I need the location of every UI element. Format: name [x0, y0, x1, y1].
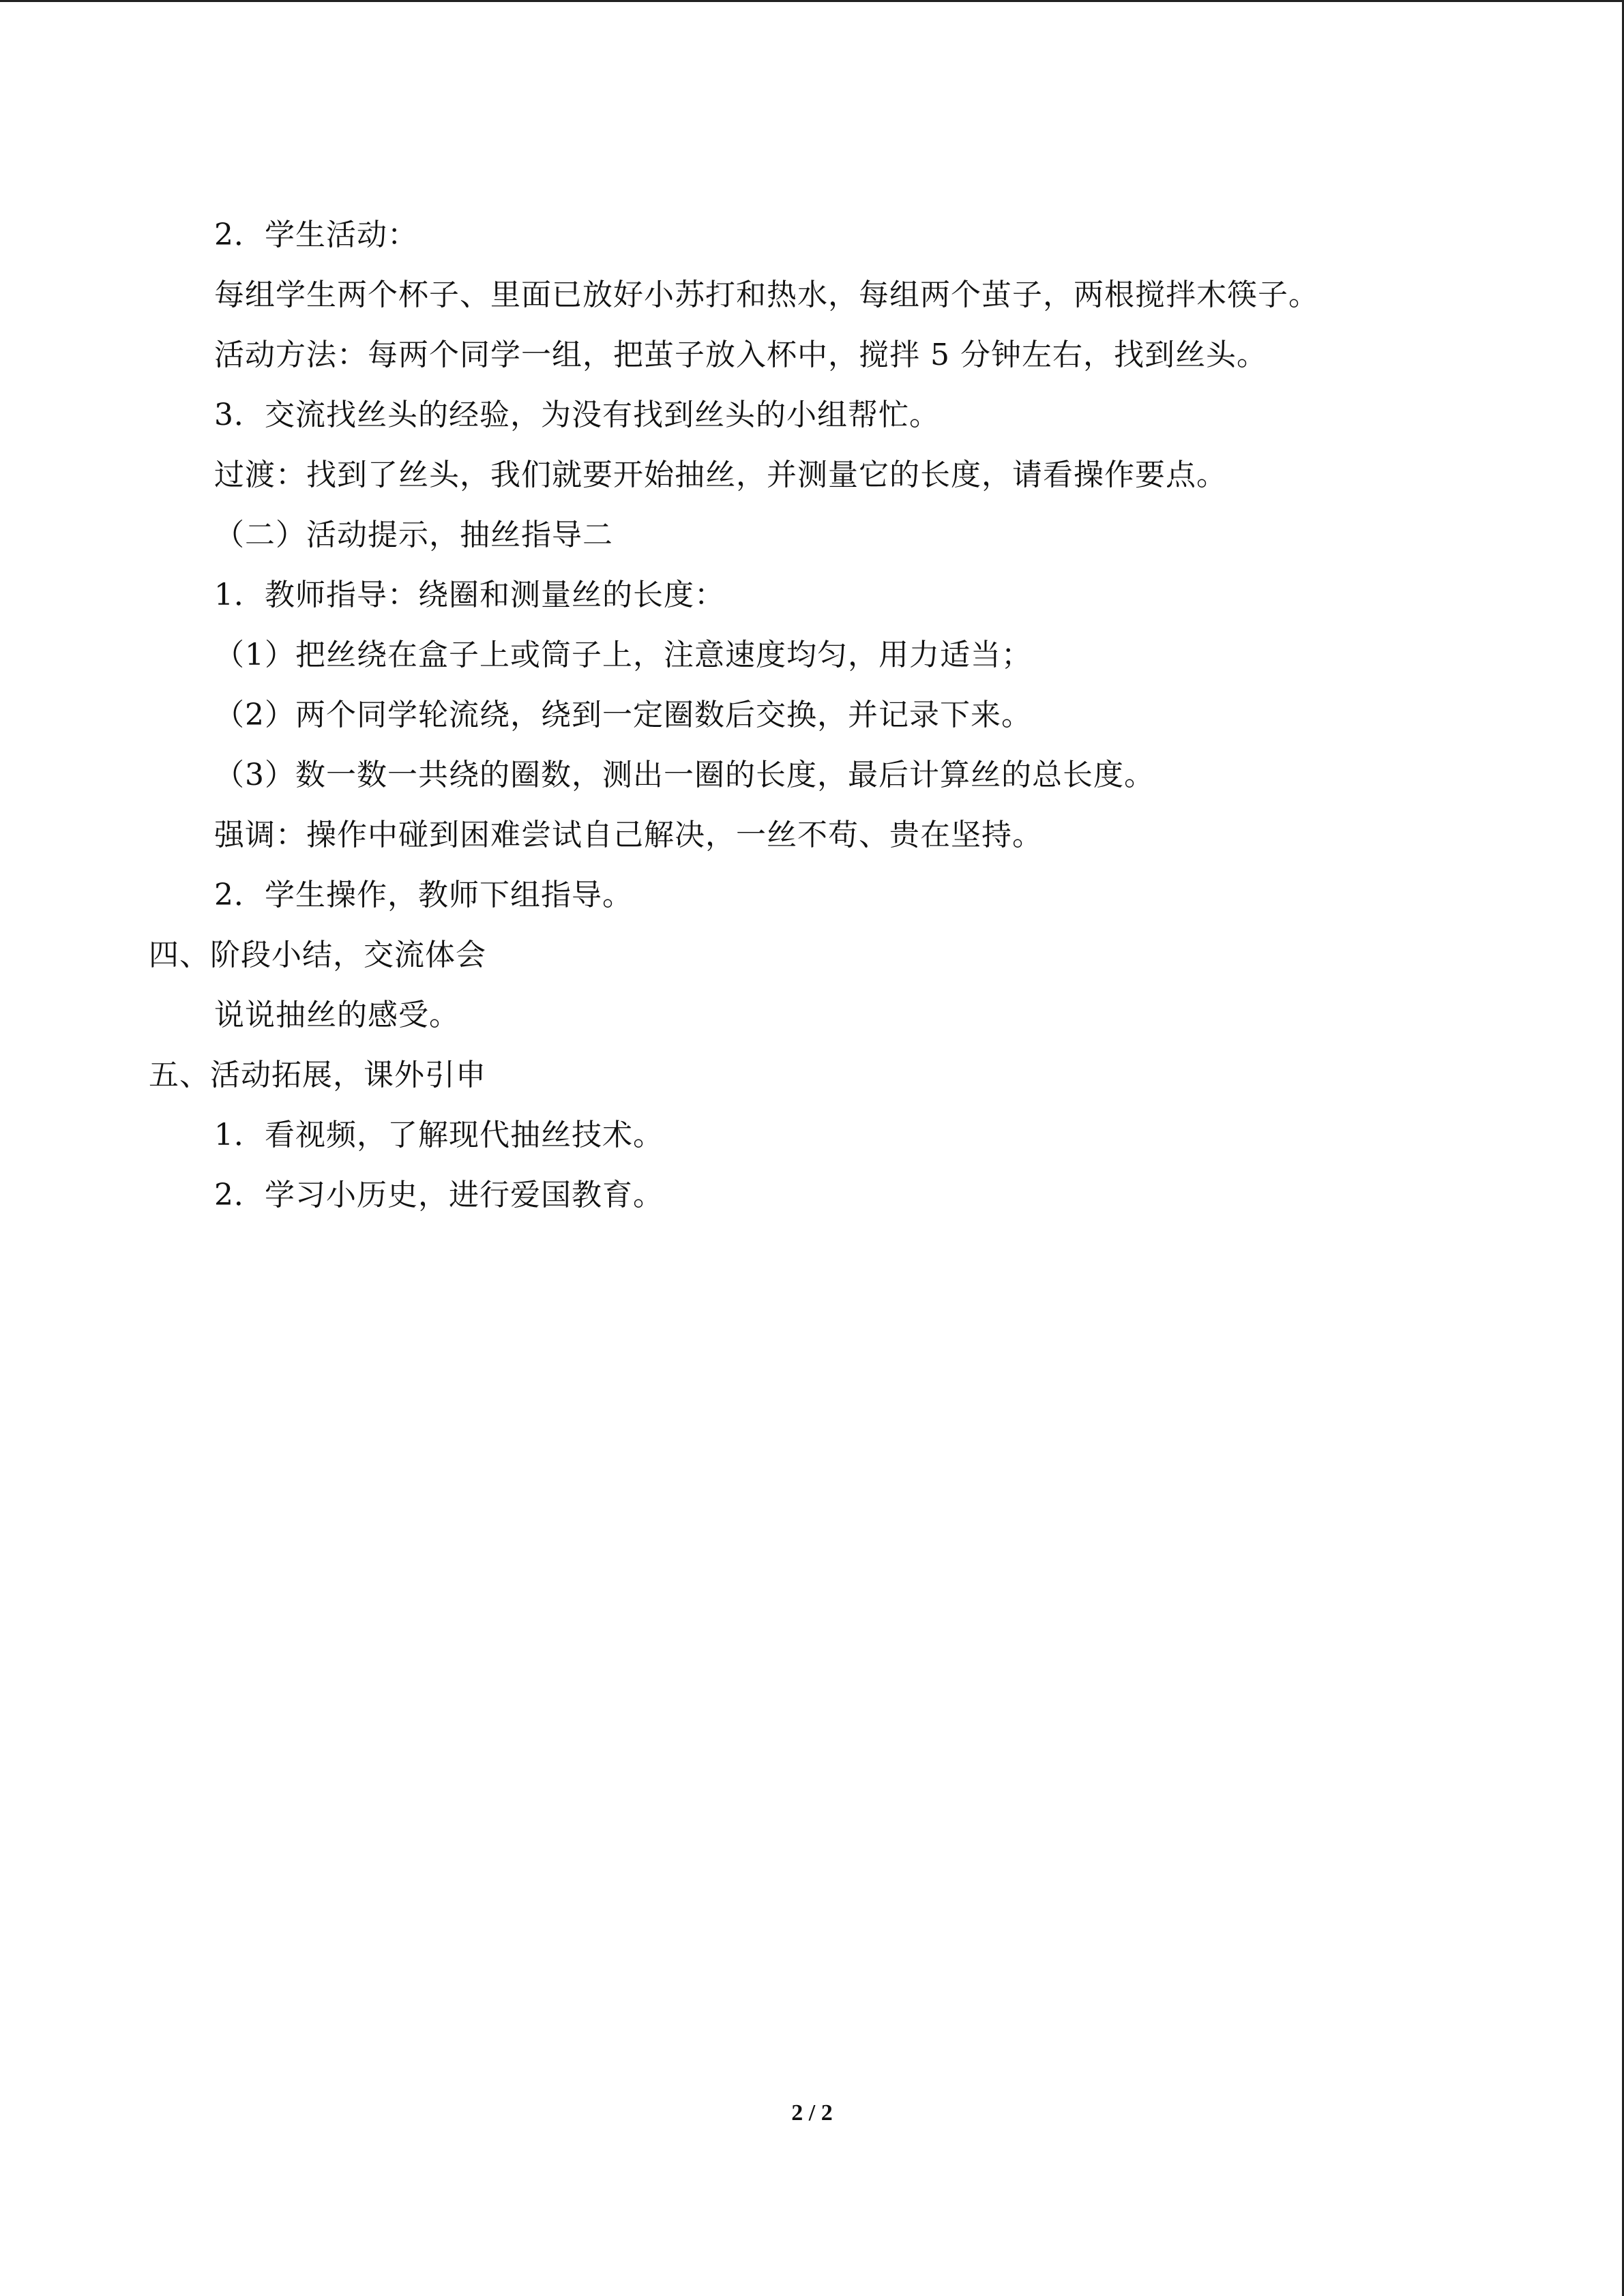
list-item-learn-history: 2．学习小历史，进行爱国教育。 [214, 1178, 664, 1212]
paragraph-share-feelings: 说说抽丝的感受。 [214, 998, 460, 1032]
paragraph-student-operation: 2．学生操作，教师下组指导。 [214, 878, 633, 912]
paragraph-transition: 过渡：找到了丝头，我们就要开始抽丝，并测量它的长度，请看操作要点。 [214, 458, 1227, 492]
list-item-step-1: （1）把丝绕在盒子上或筒子上，注意速度均匀，用力适当； [214, 638, 1032, 672]
top-border-line [0, 0, 1624, 2]
paragraph-emphasis: 强调：操作中碰到困难尝试自己解决，一丝不苟、贵在坚持。 [214, 818, 1043, 852]
paragraph-materials: 每组学生两个杯子、里面已放好小苏打和热水，每组两个茧子，两根搅拌木筷子。 [214, 278, 1319, 312]
section-heading-extension: 五、活动拓展，课外引申 [149, 1058, 486, 1092]
list-item-step-3: （3）数一数一共绕的圈数，测出一圈的长度，最后计算丝的总长度。 [214, 758, 1155, 792]
paragraph-student-activity-heading: 2．学生活动： [214, 218, 418, 252]
paragraph-activity-method: 活动方法：每两个同学一组，把茧子放入杯中，搅拌 5 分钟左右，找到丝头。 [214, 338, 1267, 372]
section-heading-summary: 四、阶段小结，交流体会 [149, 938, 486, 972]
list-item-watch-video: 1．看视频，了解现代抽丝技术。 [214, 1118, 664, 1152]
section-heading-activity-tips: （二）活动提示，抽丝指导二 [214, 518, 613, 552]
paragraph-exchange-experience: 3．交流找丝头的经验，为没有找到丝头的小组帮忙。 [214, 398, 940, 432]
list-item-step-2: （2）两个同学轮流绕，绕到一定圈数后交换，并记录下来。 [214, 698, 1032, 732]
paragraph-teacher-guidance: 1．教师指导：绕圈和测量丝的长度： [214, 578, 725, 612]
page-number: 2 / 2 [791, 2100, 833, 2126]
